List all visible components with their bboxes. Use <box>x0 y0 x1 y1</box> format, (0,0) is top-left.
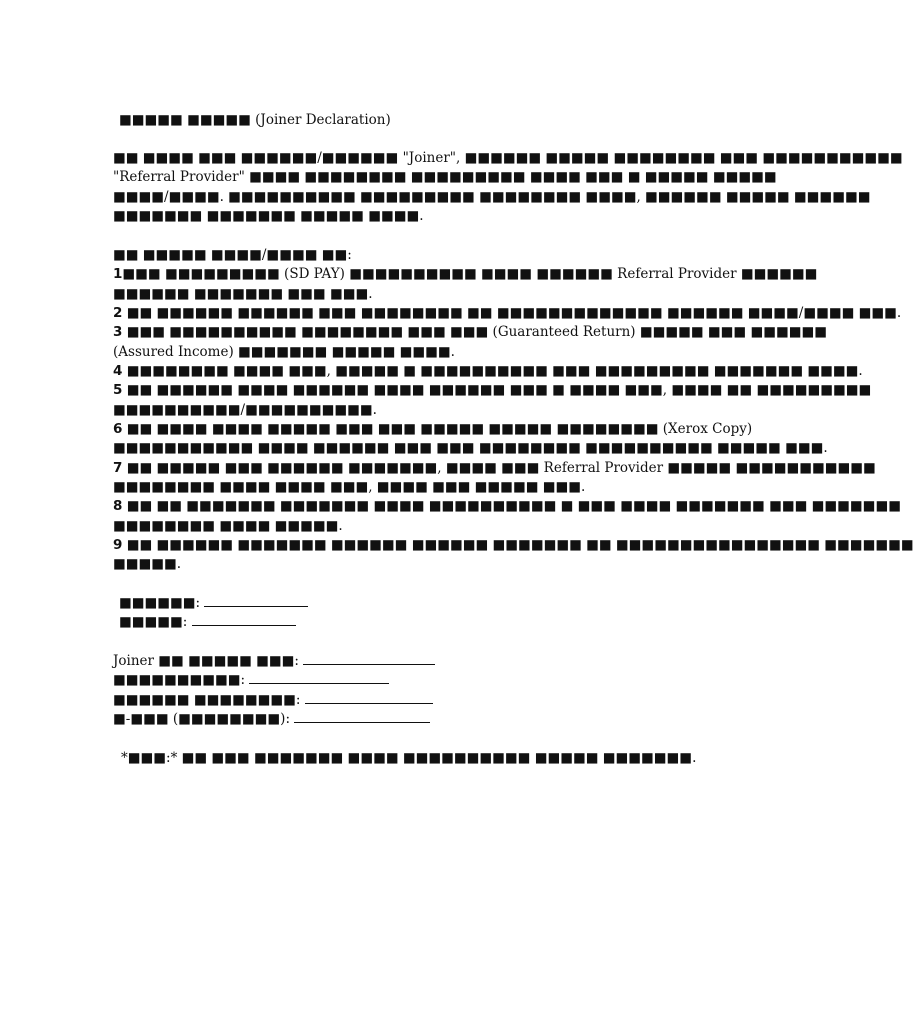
item-text: (Assured Income) ■■■■■■■ ■■■■■ ■■■■. <box>113 344 455 360</box>
intro-line: ■■■■■■■ ■■■■■■■ ■■■■■ ■■■■. <box>113 208 424 224</box>
signature-field <box>113 671 389 690</box>
signature-field <box>113 710 430 729</box>
joiner-signature-field <box>113 652 435 671</box>
date-blank-line <box>192 613 296 626</box>
item-text: ■■■ ■■■■■■■■■■ ■■■■■■■■ ■■■ ■■■ (Guaranteed Return) ■■■■■ ■■■ ■■■■■■ <box>126 324 828 340</box>
item-text: ■■ ■■■■■■ ■■■■ ■■■■■■ ■■■■ ■■■■■■ ■■■ ■ ■■■■ ■■■, ■■■■ ■■ ■■■■■■■■■ <box>126 382 872 398</box>
signature-field <box>113 691 433 710</box>
item-text: ■■ ■■■■■ ■■■ ■■■■■■ ■■■■■■■, ■■■■ ■■■ Referral Provider ■■■■■ ■■■■■■■■■■■ <box>126 460 876 476</box>
footnote-label: *■■■:* <box>121 750 178 766</box>
item-number: 4 <box>113 363 123 379</box>
item-text: ■■ ■■■■ ■■■■ ■■■■■ ■■■ ■■■ ■■■■■ ■■■■■ ■■■■■■■■ (Xerox Copy) <box>126 421 753 437</box>
item-text: ■■■■■■ ■■■■■■■ ■■■ ■■■. <box>113 286 373 302</box>
item-text: ■■■ ■■■■■■■■■ (SD PAY) ■■■■■■■■■■ ■■■■ ■■■■■■ Referral Provider ■■■■■■ <box>122 266 818 282</box>
item-number: 1 <box>113 266 123 282</box>
item-text: ■■ ■■■■■■ ■■■■■■■ ■■■■■■ ■■■■■■ ■■■■■■■ ■■ ■■■■■■■■■■■■■■■■ ■■■■■■■ <box>126 537 914 553</box>
intro-line: "Referral Provider" ■■■■ ■■■■■■■■ ■■■■■■■■■ ■■■■ ■■■ ■ ■■■■■ ■■■■■ <box>113 169 777 185</box>
title-english: (Joiner Declaration) <box>255 112 391 128</box>
item-number: 8 <box>113 498 123 514</box>
date-label: ■■■■■: <box>119 614 188 630</box>
field-label: ■■■■■■■■■■: <box>113 672 246 688</box>
place-label: ■■■■■■: <box>119 595 201 611</box>
footnote <box>121 749 696 768</box>
field-label: ■■■■■■ ■■■■■■■■: <box>113 692 301 708</box>
item-text: ■■■■■■■■■■/■■■■■■■■■■. <box>113 402 377 418</box>
page-title <box>119 111 391 130</box>
item-text: ■■ ■■■■■■ ■■■■■■ ■■■ ■■■■■■■■ ■■ ■■■■■■■■■■■■■ ■■■■■■ ■■■■/■■■■ ■■■. <box>126 305 902 321</box>
field-blank-line <box>303 652 435 665</box>
item-text: ■■■■■. <box>113 556 182 572</box>
item-text: ■■■■■■■■■■■ ■■■■ ■■■■■■ ■■■ ■■■ ■■■■■■■■ ■■■■■■■■■■ ■■■■■ ■■■. <box>113 440 828 456</box>
footnote-text: ■■ ■■■ ■■■■■■■ ■■■■ ■■■■■■■■■■ ■■■■■ ■■■■■■■. <box>181 750 697 766</box>
item-number: 5 <box>113 382 123 398</box>
date-field <box>119 613 296 632</box>
field-blank-line <box>305 691 433 704</box>
field-blank-line <box>249 671 389 684</box>
item-text: ■■ ■■ ■■■■■■■ ■■■■■■■ ■■■■ ■■■■■■■■■■ ■ ■■■ ■■■■ ■■■■■■■ ■■■ ■■■■■■■ <box>126 498 901 514</box>
item-number: 9 <box>113 537 123 553</box>
field-label: Joiner ■■ ■■■■■ ■■■: <box>113 653 299 669</box>
intro-line: ■■■■/■■■■. ■■■■■■■■■■ ■■■■■■■■■ ■■■■■■■■ ■■■■, ■■■■■■ ■■■■■ ■■■■■■ <box>113 189 871 205</box>
item-number: 3 <box>113 324 123 340</box>
list-intro: ■■ ■■■■■ ■■■■/■■■■ ■■: <box>113 247 352 263</box>
place-field <box>119 594 308 613</box>
item-number: 7 <box>113 460 123 476</box>
item-number: 6 <box>113 421 123 437</box>
title-local: ■■■■■ ■■■■■ <box>119 112 251 128</box>
intro-line: ■■ ■■■■ ■■■ ■■■■■■/■■■■■■ "Joiner", ■■■■■■ ■■■■■ ■■■■■■■■ ■■■ ■■■■■■■■■■■ <box>113 150 903 166</box>
item-text: ■■■■■■■■ ■■■■ ■■■■ ■■■, ■■■■ ■■■ ■■■■■ ■■■. <box>113 479 586 495</box>
item-number: 2 <box>113 305 123 321</box>
item-text: ■■■■■■■■ ■■■■ ■■■, ■■■■■ ■ ■■■■■■■■■■ ■■■ ■■■■■■■■■ ■■■■■■■ ■■■■. <box>126 363 863 379</box>
field-label: ■-■■■ (■■■■■■■■): <box>113 711 290 727</box>
item-text: ■■■■■■■■ ■■■■ ■■■■■. <box>113 518 343 534</box>
field-blank-line <box>294 710 430 723</box>
place-blank-line <box>204 594 308 607</box>
